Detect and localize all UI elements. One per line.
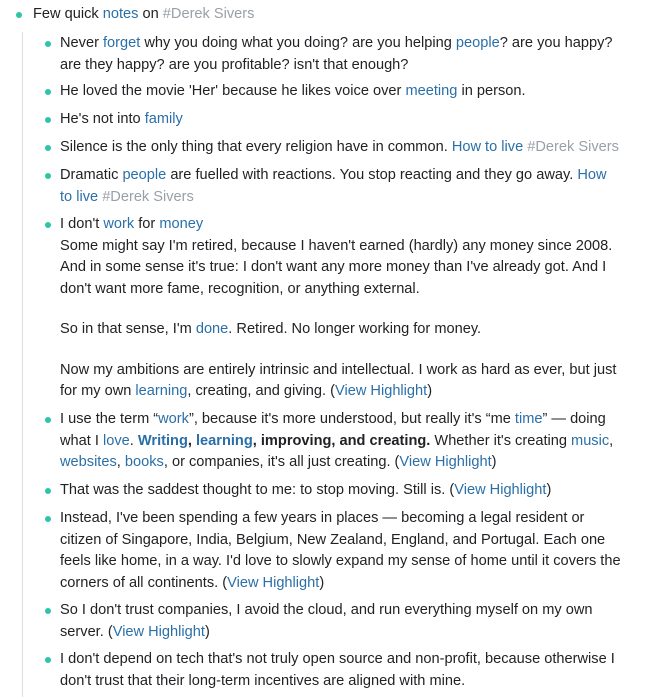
page-link-how-to-live[interactable]: How to live <box>451 139 524 155</box>
page-link-love[interactable]: love <box>103 432 130 449</box>
view-highlight-link[interactable]: View Highlight <box>112 623 205 640</box>
page-link-people[interactable]: people <box>455 35 500 51</box>
view-highlight-link[interactable]: View Highlight <box>335 383 428 399</box>
page-link-writing[interactable]: Writing <box>137 432 188 449</box>
tag-derek-sivers[interactable]: #Derek Sivers <box>162 6 255 22</box>
block-text[interactable]: He loved the movie 'Her' because he likes voice over meeting in person. <box>60 83 526 99</box>
page-link-how-to-live[interactable]: to live <box>60 188 99 205</box>
page-link-people[interactable]: people <box>122 167 167 183</box>
bullet-dot-icon[interactable] <box>16 12 22 18</box>
bullet-dot-icon[interactable] <box>45 488 51 494</box>
bullet-dot-icon[interactable] <box>45 516 51 522</box>
bullet-dot-icon[interactable] <box>45 89 51 95</box>
page-link-work[interactable]: work <box>158 411 189 427</box>
block-text[interactable]: I don't work for money Some might say I'm retired, because I haven't earned (hardly) any money since 2008. And in some sense it's true: I don't want any more money than I've already got. And I don't want more fame, recognition, or anything external. So in that sense, I'm done. Retired. No longer working for money. Now my ambitions are entirely intrinsic and intellectual. I work as hard as ever, but just for my own learning, creating, and giving. (View Highlight) <box>60 216 617 399</box>
page-link-family[interactable]: family <box>144 111 183 127</box>
view-highlight-link[interactable]: View Highlight <box>454 482 547 498</box>
page-link-books[interactable]: books <box>124 454 164 470</box>
view-highlight-link[interactable]: View Highlight <box>399 454 492 470</box>
bullet-dot-icon[interactable] <box>45 417 51 423</box>
block-text[interactable]: I don't depend on tech that's not truly open source and non-profit, because otherwise I don't trust that their long-term incentives are aligned with mine. <box>60 651 615 689</box>
bullet-dot-icon[interactable] <box>45 117 51 123</box>
page-link-learning[interactable]: learning <box>135 383 188 399</box>
bullet-dot-icon[interactable] <box>45 608 51 614</box>
page-link-websites[interactable]: websites <box>60 454 117 470</box>
bullet-dot-icon[interactable] <box>45 41 51 47</box>
block-text[interactable]: So I don't trust companies, I avoid the cloud, and run everything myself on my own server. (View Highlight) <box>60 602 593 640</box>
bullet-dot-icon[interactable] <box>45 145 51 151</box>
bullet-dot-icon[interactable] <box>45 173 51 179</box>
block-text[interactable]: I use the term “work”, because it's more understood, but really it's “me time” — doing what I love. Writing, learning, improving, and creating. Whether it's creating music, websites, books, or companies, it's all just creating. (View Highlight) <box>60 411 614 470</box>
tag-derek-sivers[interactable]: #Derek Sivers <box>102 188 194 205</box>
bullet-dot-icon[interactable] <box>45 222 51 228</box>
block-text[interactable]: Instead, I've been spending a few years in places — becoming a legal resident or citizen of Singapore, India, Belgium, New Zealand, England, and Portugal. Each one feels like home, in a way. I'd love to slowly expand my sense of home until it covers the corners of all continents. (View Highlight) <box>60 510 621 591</box>
page-link-forget[interactable]: forget <box>102 35 141 51</box>
page-link-money[interactable]: money <box>159 216 204 232</box>
bullet-dot-icon[interactable] <box>45 657 51 663</box>
page-link-work[interactable]: work <box>103 216 135 232</box>
page-link-time[interactable]: time <box>514 411 543 427</box>
block-text[interactable]: That was the saddest thought to me: to stop moving. Still is. (View Highlight) <box>60 482 552 498</box>
block-text[interactable]: Never forget why you doing what you doing? are you helping people? are you happy? are they happy? are you profitable? isn't that enough? <box>60 35 613 73</box>
page-link-music[interactable]: music <box>571 432 610 449</box>
block-text[interactable]: He's not into family <box>60 111 183 127</box>
block-text[interactable]: Dramatic people are fuelled with reactions. You stop reacting and they go away. How to live #Derek Sivers <box>60 167 607 205</box>
tag-derek-sivers[interactable]: #Derek Sivers <box>527 139 619 155</box>
page-link-how-to-live[interactable]: How <box>577 167 607 183</box>
page-link-learning[interactable]: learning <box>196 432 253 449</box>
page-link-notes[interactable]: notes <box>102 6 139 22</box>
view-highlight-link[interactable]: View Highlight <box>227 574 320 591</box>
page-link-done[interactable]: done <box>195 321 229 337</box>
page-link-meeting[interactable]: meeting <box>405 83 458 99</box>
indent-guide-line <box>22 32 23 697</box>
block-text[interactable]: Silence is the only thing that every religion have in common. How to live #Derek Sivers <box>60 139 619 155</box>
parent-block-text: Few quick notes on #Derek Sivers <box>33 6 255 22</box>
